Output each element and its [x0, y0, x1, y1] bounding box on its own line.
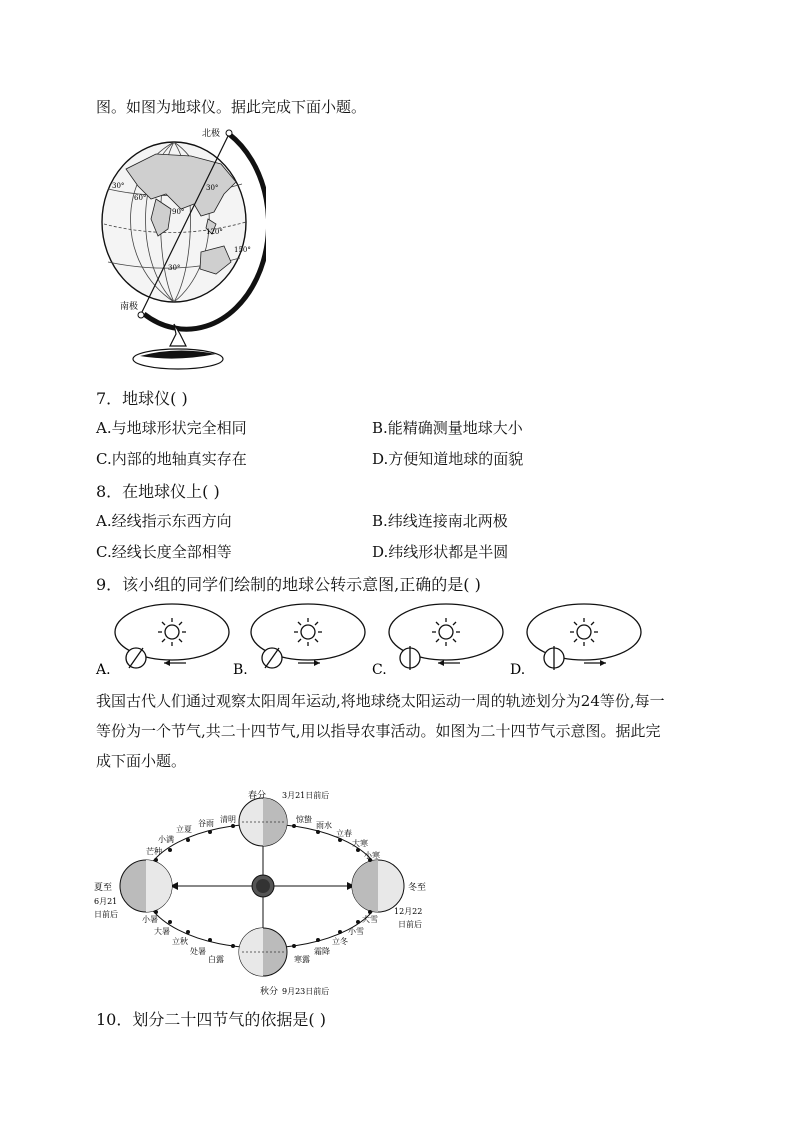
- svg-text:谷雨: 谷雨: [198, 819, 214, 828]
- svg-text:大暑: 大暑: [154, 927, 170, 936]
- south-pole-label: 南极: [120, 302, 139, 312]
- svg-text:雨水: 雨水: [316, 821, 332, 830]
- label-winter: 冬至: [408, 883, 427, 893]
- orbit-option-d[interactable]: [510, 604, 641, 678]
- label-spring: 春分: [248, 791, 267, 801]
- svg-text:C.: C.: [372, 662, 387, 678]
- svg-text:30°: 30°: [206, 184, 219, 192]
- svg-text:白露: 白露: [208, 955, 224, 964]
- q8-option-a[interactable]: A.经线指示东西方向: [96, 512, 232, 530]
- label-autumn-date: 9月23日前后: [282, 987, 330, 996]
- svg-text:大寒: 大寒: [352, 839, 368, 848]
- label-summer: 夏至: [94, 883, 113, 893]
- orbit-option-c[interactable]: [372, 604, 503, 678]
- orbit-diagrams: [92, 602, 652, 682]
- svg-text:30°: 30°: [168, 264, 181, 272]
- q7-stem: 7．地球仪( ): [96, 389, 188, 408]
- svg-text:立秋: 立秋: [172, 937, 188, 946]
- svg-text:D.: D.: [510, 662, 526, 678]
- label-spring-date: 3月21日前后: [282, 791, 330, 800]
- q7-option-b[interactable]: B.能精确测量地球大小: [372, 419, 523, 437]
- svg-text:6月21: 6月21: [94, 897, 118, 906]
- svg-text:120°: 120°: [206, 228, 223, 236]
- q8-option-b[interactable]: B.纬线连接南北两极: [372, 512, 508, 530]
- svg-text:寒露: 寒露: [294, 955, 310, 964]
- svg-text:小寒: 小寒: [364, 851, 380, 860]
- orbit-option-a[interactable]: [95, 604, 229, 678]
- svg-text:霜降: 霜降: [314, 947, 330, 956]
- q7-option-d[interactable]: D.方便知道地球的面貌: [372, 450, 524, 468]
- svg-text:立冬: 立冬: [332, 937, 348, 946]
- orbit-option-b[interactable]: [233, 604, 365, 678]
- north-pole-label: 北极: [202, 129, 221, 139]
- svg-text:清明: 清明: [220, 815, 236, 824]
- svg-text:处暑: 处暑: [190, 947, 206, 956]
- svg-text:60°: 60°: [134, 194, 147, 202]
- svg-text:B.: B.: [233, 662, 248, 678]
- q8-option-d[interactable]: D.纬线形状都是半圆: [372, 543, 509, 561]
- svg-text:日前后: 日前后: [94, 910, 118, 919]
- svg-text:芒种: 芒种: [146, 847, 162, 856]
- svg-text:小雪: 小雪: [348, 927, 364, 936]
- svg-text:A.: A.: [96, 662, 111, 678]
- passage-line-3: 成下面小题。: [96, 752, 187, 770]
- q10-stem: 10．划分二十四节气的依据是( ): [96, 1010, 326, 1029]
- earth-summer: [120, 860, 172, 912]
- q9-stem: 9．该小组的同学们绘制的地球公转示意图,正确的是( ): [96, 575, 481, 594]
- earth-autumn: [239, 928, 287, 976]
- q8-option-c[interactable]: C.经线长度全部相等: [96, 543, 232, 561]
- q8-stem: 8．在地球仪上( ): [96, 482, 220, 501]
- passage-line-2: 等份为一个节气,共二十四节气,用以指导农事活动。如图为二十四节气示意图。据此完: [96, 722, 661, 740]
- svg-text:30°: 30°: [112, 182, 125, 190]
- q7-option-a[interactable]: A.与地球形状完全相同: [96, 419, 247, 437]
- svg-text:90°: 90°: [172, 208, 185, 216]
- earth-winter: [352, 860, 404, 912]
- label-autumn: 秋分: [260, 987, 279, 997]
- svg-text:12月22: 12月22: [394, 907, 423, 916]
- svg-text:小暑: 小暑: [142, 915, 158, 924]
- globe-figure: [96, 124, 266, 374]
- svg-text:150°: 150°: [234, 246, 251, 254]
- passage-line-1: 我国古代人们通过观察太阳周年运动,将地球绕太阳运动一周的轨迹划分为24等份,每一: [96, 692, 665, 710]
- svg-text:立春: 立春: [336, 829, 352, 838]
- intro-text: 图。如图为地球仪。据此完成下面小题。: [96, 98, 367, 116]
- svg-text:日前后: 日前后: [398, 920, 422, 929]
- svg-text:惊蛰: 惊蛰: [296, 815, 312, 824]
- svg-text:大雪: 大雪: [362, 915, 378, 924]
- svg-text:小满: 小满: [158, 835, 174, 844]
- earth-spring: [239, 798, 287, 846]
- q7-option-c[interactable]: C.内部的地轴真实存在: [96, 450, 247, 468]
- svg-text:立夏: 立夏: [176, 825, 192, 834]
- solar-terms-diagram: [90, 782, 440, 1000]
